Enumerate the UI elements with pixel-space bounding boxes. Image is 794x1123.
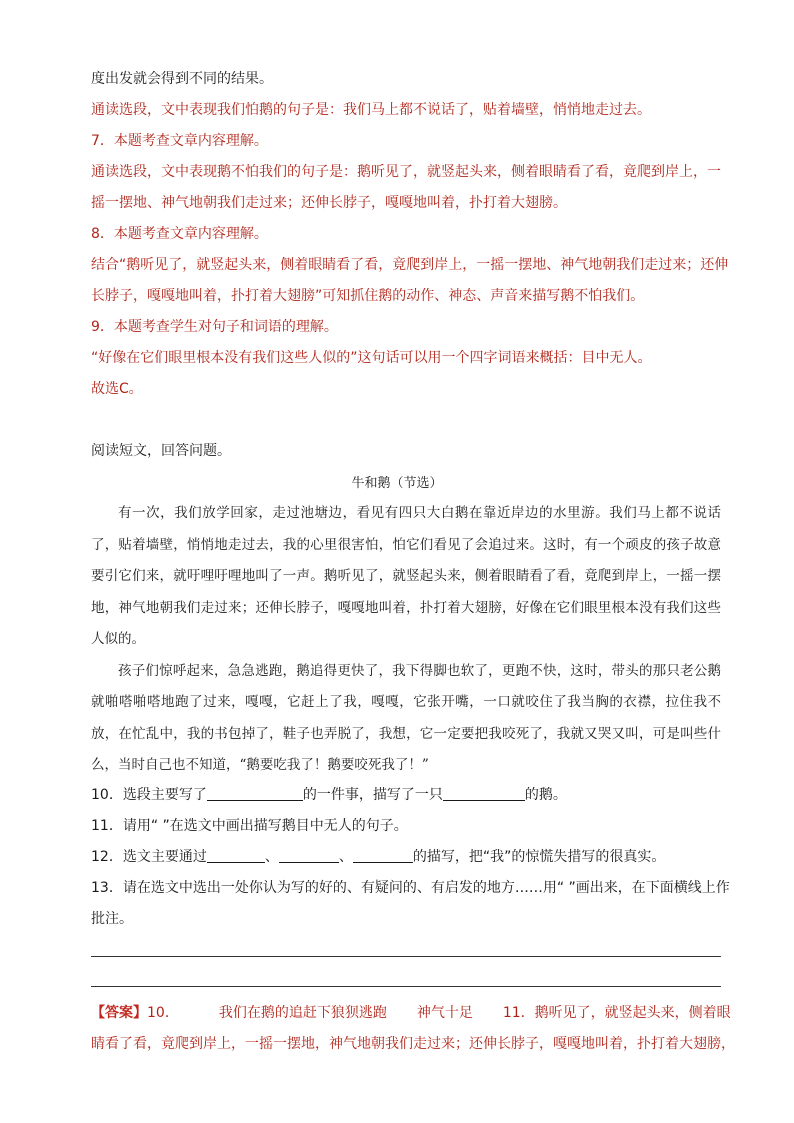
answer-line: 【答案】10． 我们在鹅的追赶下狼狈逃跑 神气十足 11．鹅听见了，就竖起头来，侧着眼 xyxy=(91,1005,731,1021)
text-line: 结合“鹅听见了，就竖起头来，侧着眼睛看了看，竟爬到岸上，一摇一摆地、神气地朝我们走过来；还伸 xyxy=(91,257,729,273)
answer-blank[interactable] xyxy=(353,848,413,863)
story-paragraph-2: 孩子们惊呼起来，急急逃跑，鹅追得更快了，我下得脚也软了，更跑不快，这时，带头的那只老公鹅就啪嗒啪嗒地跑了过来，嘎嘎，它赶上了我，嘎嘎，它张开嘴，一口就咬住了我当胸的衣襟，拉住我不放，在忙乱中，我的书包掉了，鞋子也弄脱了，我想，它一定要把我咬死了，我就又哭又叫，可是叫些什么，当时自己也不知道，“鹅要吃我了！鹅要咬死我了！” xyxy=(91,662,721,773)
question-13-cont: 批注。 xyxy=(91,911,133,927)
text-line: “好像在它们眼里根本没有我们这些人似的”这句话可以用一个四字词语来概括：目中无人。 xyxy=(91,350,652,366)
text-line: 摇一摆地、神气地朝我们走过来；还伸长脖子，嘎嘎地叫着，扑打着大翅膀。 xyxy=(91,195,567,211)
story-passage xyxy=(91,498,721,782)
question-10: 10．选段主要写了 的一件事，描写了一只 的鹅。 xyxy=(91,787,567,803)
answer-line: 睛看了看，竟爬到岸上，一摇一摆地，神气地朝我们走过来；还伸长脖子，嘎嘎地叫着，扑打着大翅膀， xyxy=(91,1036,735,1052)
question-heading: 9．本题考查学生对句子和词语的理解。 xyxy=(91,319,338,335)
text-line: 故选C。 xyxy=(91,381,143,397)
text-line: 通读选段，文中表现鹅不怕我们的句子是：鹅听见了，就竖起头来，侧着眼睛看了看，竟爬到岸上，一 xyxy=(91,164,721,180)
annotation-line[interactable] xyxy=(91,986,721,987)
story-paragraph-1: 有一次，我们放学回家，走过池塘边，看见有四只大白鹅在靠近岸边的水里游。我们马上都不说话了，贴着墙壁，悄悄地走过去，我的心里很害怕，怕它们看见了会追过来。这时，有一个顽皮的孩子故意要引它们来，就吁哩吁哩地叫了一声。鹅听见了，就竖起头来，侧着眼睛看了看，竟爬到岸上，一摇一摆地，神气地朝我们走过来；还伸长脖子，嘎嘎地叫着，扑打着大翅膀，好像在它们眼里根本没有我们这些人似的。 xyxy=(91,505,721,647)
answer-blank[interactable] xyxy=(207,848,265,863)
text-line: 通读选段，文中表现我们怕鹅的句子是：我们马上都不说话了，贴着墙壁，悄悄地走过去。 xyxy=(91,102,651,118)
answer-blank[interactable] xyxy=(207,786,303,801)
question-12: 12．选文主要通过 、 、 的描写，把“我”的惊慌失措写的很真实。 xyxy=(91,849,666,865)
annotation-line[interactable] xyxy=(91,956,721,957)
question-heading: 8．本题考查文章内容理解。 xyxy=(91,226,268,242)
story-title: 牛和鹅（节选） xyxy=(351,476,443,491)
answer-blank[interactable] xyxy=(443,786,525,801)
answer-tag: 【答案】 xyxy=(91,1005,147,1021)
reading-instruction: 阅读短文，回答问题。 xyxy=(91,443,231,459)
question-heading: 7．本题考查文章内容理解。 xyxy=(91,133,268,149)
text-line: 度出发就会得到不同的结果。 xyxy=(91,71,273,87)
text-line: 长脖子，嘎嘎地叫着，扑打着大翅膀”可知抓住鹅的动作、神态、声音来描写鹅不怕我们。 xyxy=(91,288,645,304)
answer-blank[interactable] xyxy=(279,848,339,863)
question-11: 11．请用“ ”在选文中画出描写鹅目中无人的句子。 xyxy=(91,818,408,834)
question-13: 13．请在选文中选出一处你认为写的好的、有疑问的、有启发的地方……用“ ”画出来，在下面横线上作 xyxy=(91,880,730,896)
